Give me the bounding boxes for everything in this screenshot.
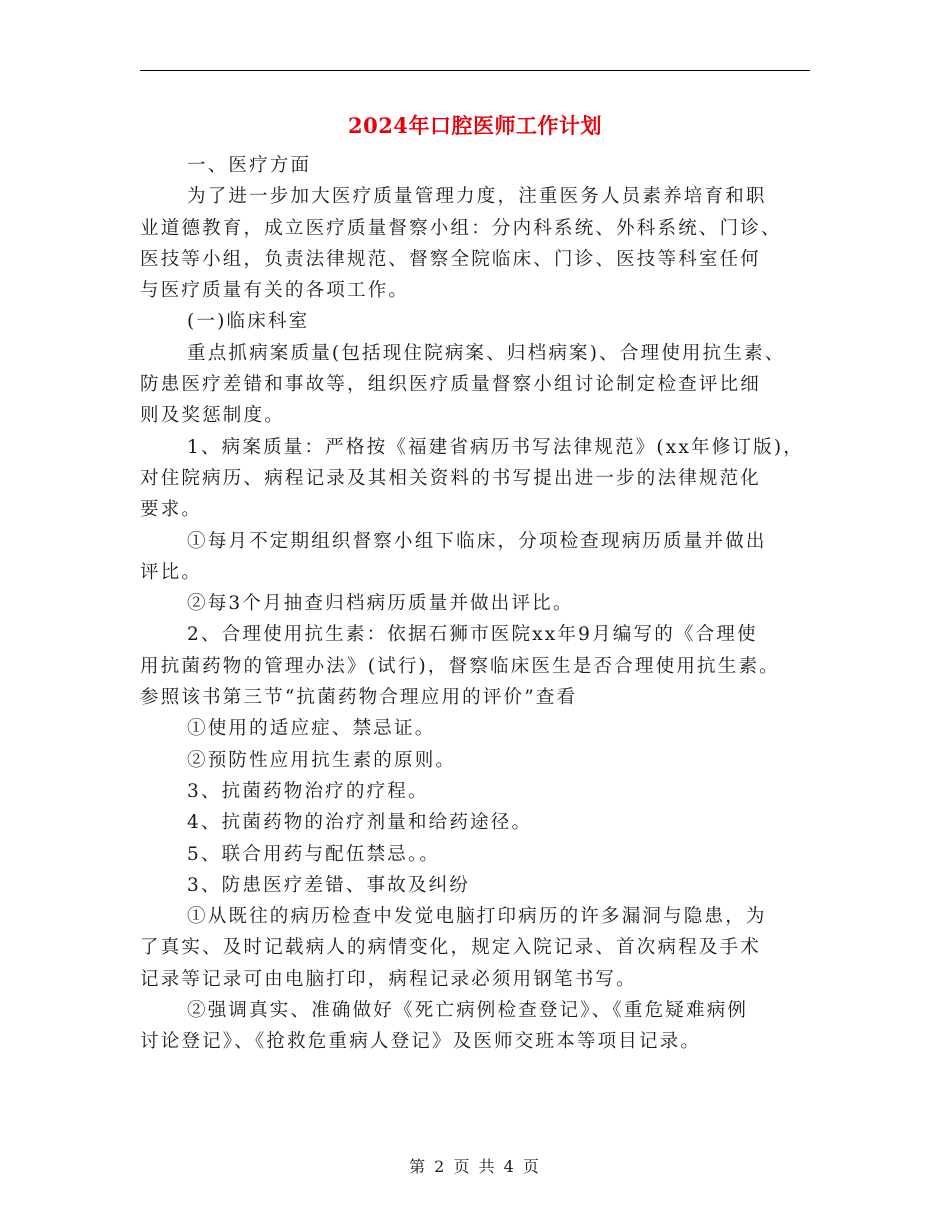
body-line: 讨论登记》、《抢救危重病人登记》及医师交班本等项目记录。 xyxy=(140,1031,702,1053)
document-body xyxy=(140,150,820,1058)
body-line: 与医疗质量有关的各项工作。 xyxy=(140,280,410,302)
body-line: 4、抗菌药物的治疗剂量和给药途径。 xyxy=(187,812,533,834)
body-line: ①使用的适应症、禁忌证。 xyxy=(187,718,436,740)
body-line: (一)临床科室 xyxy=(187,311,310,333)
body-line: 一、医疗方面 xyxy=(187,155,312,176)
body-line: 3、防患医疗差错、事故及纠纷 xyxy=(187,874,471,896)
body-line: 防患医疗差错和事故等，组织医疗质量督察小组讨论制定检查评比细 xyxy=(140,374,762,396)
body-line: ②强调真实、准确做好《死亡病例检查登记》、《重危疑难病例 xyxy=(187,1000,749,1022)
body-line: ①从既往的病历检查中发觉电脑打印病历的许多漏洞与隐患，为 xyxy=(187,906,767,928)
body-line: 业道德教育，成立医疗质量督察小组：分内科系统、外科系统、门诊、 xyxy=(140,217,782,239)
body-line: 5、联合用药与配伍禁忌。。 xyxy=(187,843,441,865)
body-line: 3、抗菌药物治疗的疗程。 xyxy=(187,780,429,802)
body-line: 记录等记录可由电脑打印，病程记录必须用钢笔书写。 xyxy=(140,968,637,990)
body-line: 参照该书第三节“抗菌药物合理应用的评价”查看 xyxy=(140,687,578,709)
body-line: 1、病案质量：严格按《福建省病历书写法律规范》(xx年修订版)， xyxy=(187,436,804,458)
body-line: 评比。 xyxy=(140,561,203,583)
body-line: 了真实、及时记载病人的病情变化，规定入院记录、首次病程及手术 xyxy=(140,937,762,959)
body-line: 用抗菌药物的管理办法》(试行)，督察临床医生是否合理使用抗生素。 xyxy=(140,655,780,677)
body-line: ①每月不定期组织督察小组下临床，分项检查现病历质量并做出 xyxy=(187,530,767,552)
document-title: 2024年口腔医师工作计划 xyxy=(348,113,602,138)
body-line: 2、合理使用抗生素：依据石狮市医院xx年9月编写的《合理使 xyxy=(187,624,758,646)
body-line: 对住院病历、病程记录及其相关资料的书写提出进一步的法律规范化 xyxy=(140,467,762,489)
body-line: 要求。 xyxy=(140,499,203,521)
body-line: 为了进一步加大医疗质量管理力度，注重医务人员素养培育和职 xyxy=(187,186,767,208)
page-footer: 第 2 页 共 4 页 xyxy=(409,1157,541,1176)
header-rule xyxy=(140,70,810,71)
body-line: ②每3个月抽查归档病历质量并做出评比。 xyxy=(187,593,574,615)
body-line: 则及奖惩制度。 xyxy=(140,405,285,427)
body-line: 重点抓病案质量(包括现住院病案、归档病案)、合理使用抗生素、 xyxy=(187,342,786,364)
body-line: 医技等小组，负责法律规范、督察全院临床、门诊、医技等科室任何 xyxy=(140,248,762,270)
body-line: ②预防性应用抗生素的原则。 xyxy=(187,749,457,771)
